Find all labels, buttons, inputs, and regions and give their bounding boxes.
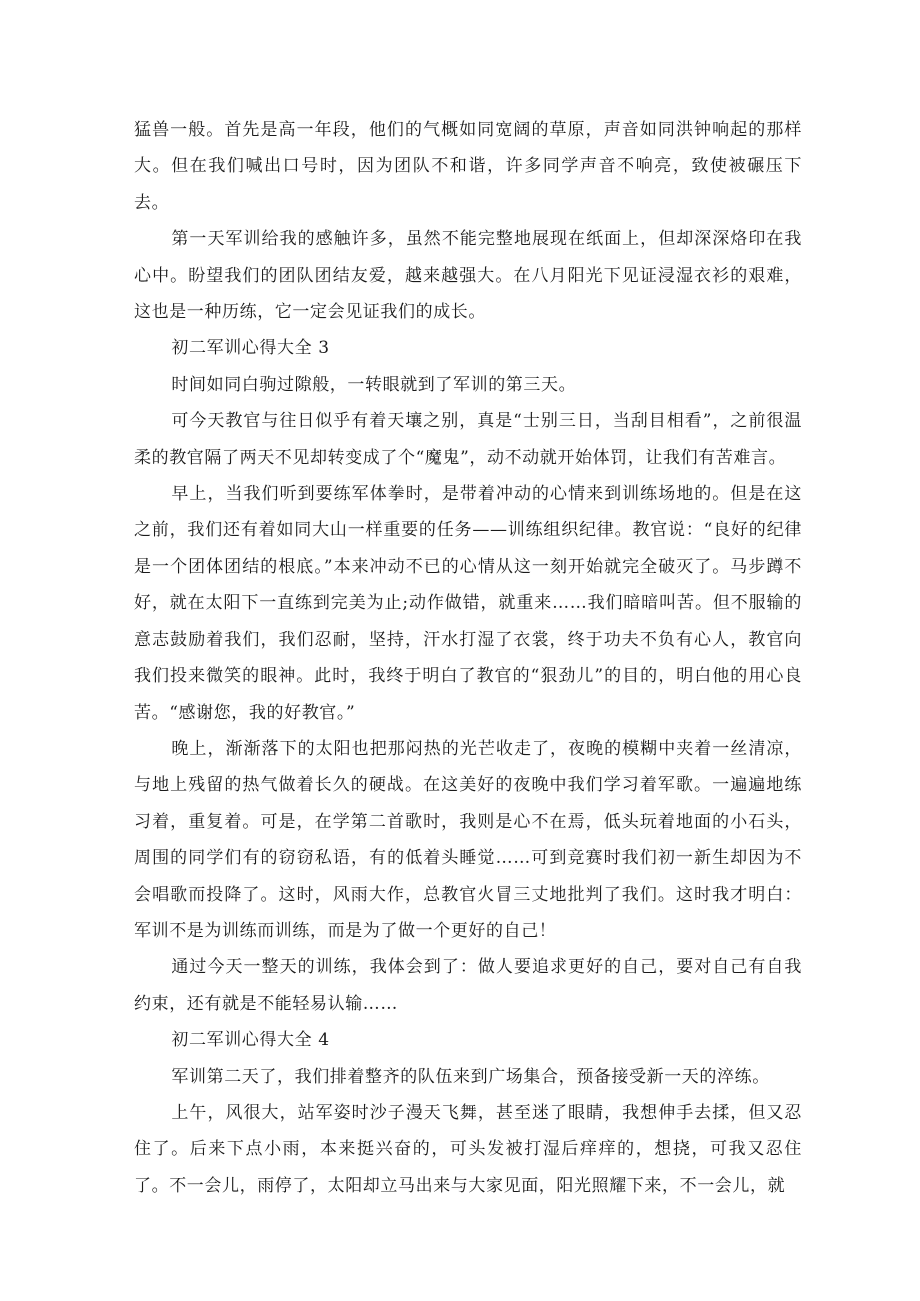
section-heading-3: 初二军训心得大全 3 [171, 338, 330, 359]
paragraph: 晚上，渐渐落下的太阳也把那闷热的光芒收走了，夜晚的模糊中夹着一丝清凉，与地上残留的热气做着长久的硬战。在这美好的夜晚中我们学习着军歌。一遍遍地练习着，重复着。可是，在学第二首歌时，我则是心不在焉，低头玩着地面的小石头，周围的同学们有的窃窃私语，有的低着头睡觉……可到竞赛时我们初一新生却因为不会唱歌而投降了。这时，风雨大作，总教官火冒三丈地批判了我们。这时我才明白：军训不是为训练而训练，而是为了做一个更好的自己！ [134, 738, 802, 941]
paragraph: 军训第二天了，我们排着整齐的队伍来到广场集合，预备接受新一天的淬练。 [171, 1066, 770, 1087]
paragraph: 早上，当我们听到要练军体拳时，是带着冲动的心情来到训练场地的。但是在这之前，我们还有着如同大山一样重要的任务——训练组织纪律。教官说：“良好的纪律是一个团体团结的根底。”本来冲动不已的心情从这一刻开始就完全破灭了。马步蹲不好，就在太阳下一直练到完美为止;动作做错，就重来……我们暗暗叫苦。但不服输的意志鼓励着我们，我们忍耐，坚持，汗水打湿了衣裳，终于功夫不负有心人，教官向我们投来微笑的眼神。此时，我终于明白了教官的“狠劲儿”的目的，明白他的用心良苦。“感谢您，我的好教官。” [134, 484, 802, 723]
paragraph-continued: 猛兽一般。首先是高一年段，他们的气概如同宽阔的草原，声音如同洪钟响起的那样大。但在我们喊出口号时，因为团队不和谐，许多同学声音不响亮，致使被碾压下去。 [134, 120, 802, 213]
paragraph: 时间如同白驹过隙般，一转眼就到了军训的第三天。 [171, 374, 577, 395]
paragraph: 上午，风很大，站军姿时沙子漫天飞舞，甚至迷了眼睛，我想伸手去揉，但又忍住了。后来下点小雨，本来挺兴奋的，可头发被打湿后痒痒的，想挠，可我又忍住了。不一会儿，雨停了，太阳却立马出来与大家见面，阳光照耀下来，不一会儿，就 [134, 1102, 802, 1196]
paragraph: 通过今天一整天的训练，我体会到了：做人要追求更好的自己，要对自己有自我约束，还有就是不能轻易认输…… [134, 957, 802, 1014]
paragraph: 可今天教官与往日似乎有着天壤之别，真是“士别三日，当刮目相看”，之前很温柔的教官隔了两天不见却转变成了个“魔鬼”，动不动就开始体罚，让我们有苦难言。 [134, 411, 802, 468]
paragraph: 第一天军训给我的感触许多，虽然不能完整地展现在纸面上，但却深深烙印在我心中。盼望我们的团队团结友爱，越来越强大。在八月阳光下见证浸湿衣衫的艰难，这也是一种历练，它一定会见证我们的成长。 [134, 229, 802, 323]
section-heading-4: 初二军训心得大全 4 [171, 1030, 330, 1051]
